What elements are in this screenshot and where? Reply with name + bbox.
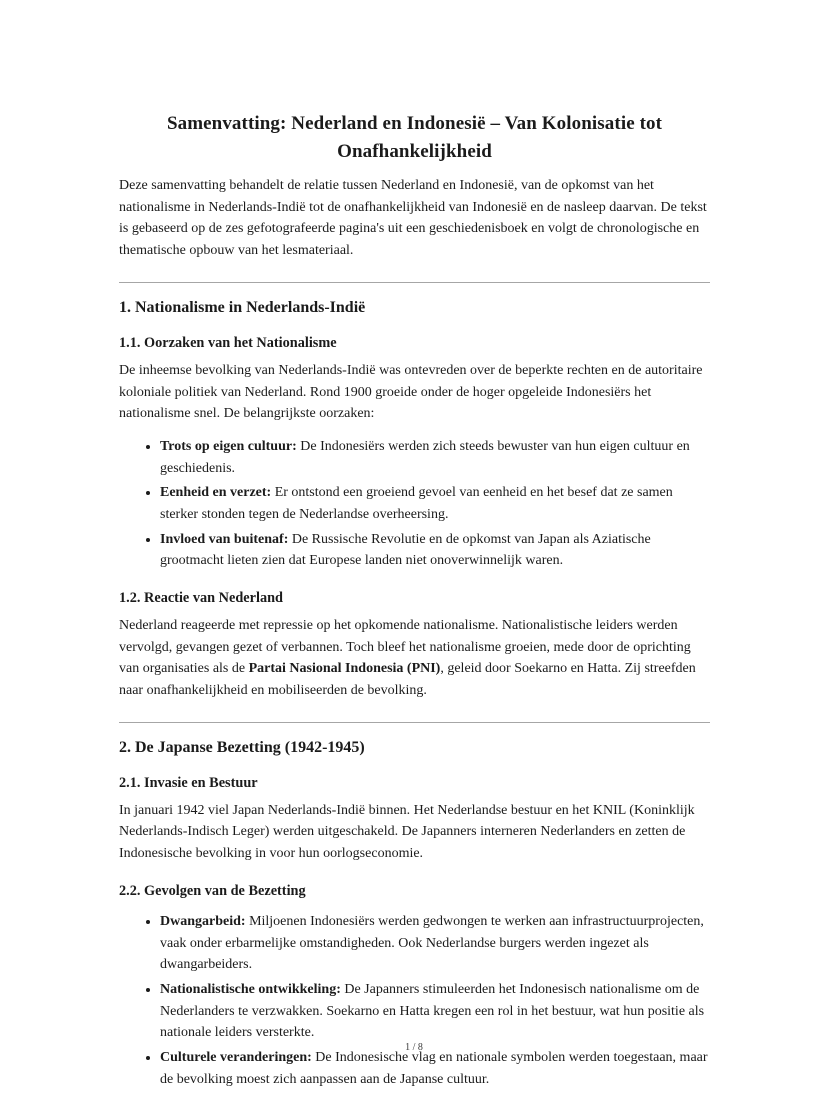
list-item xyxy=(160,436,710,479)
bullet-list xyxy=(119,436,710,572)
bold-text-run: Invloed van buitenaf: xyxy=(160,531,289,547)
paragraph xyxy=(119,360,710,425)
text-run: De Japanners stimuleerden het Indonesisch nationalisme om de Nederlanders te verzwakken. Soekarno en Hatta kregen een rol in het bestuur, wat hun positie als nationale leiders versterkte. xyxy=(160,981,705,1041)
text-run: Er ontstond een groeiend gevoel van eenheid en het besef dat ze samen sterker stonden tegen de Nederlandse overheersing. xyxy=(160,485,673,522)
document-title: Samenvatting: Nederland en Indonesië – Van Kolonisatie tot Onafhankelijkheid xyxy=(166,113,663,162)
subsection-heading: 1.2. Reactie van Nederland xyxy=(119,590,283,607)
document-page xyxy=(119,0,710,1104)
bold-text-run: Partai Nasional Indonesia (PNI) xyxy=(248,661,441,677)
section-divider xyxy=(119,722,710,723)
text-run: De Indonesiërs werden zich steeds bewuster van hun eigen cultuur en geschiedenis. xyxy=(160,438,690,476)
text-run: Nederland reageerde met repressie op het opkomende nationalisme. Nationalistische leiders werden vervolgd, gevangen gezet of verbannen. Toch bleef het nationalisme groeien, mede door de oprichting van organisaties als de xyxy=(119,618,691,677)
subsection-heading: 2.1. Invasie en Bestuur xyxy=(119,774,258,791)
intro-paragraph: Deze samenvatting behandelt de relatie tussen Nederland en Indonesië, van de opkomst van het nationalisme in Nederlands-Indië tot de onafhankelijkheid van Indonesië en de nasleep daarvan. De tekst is gebaseerd op de zes gefotografeerde pagina's uit een geschiedenisboek en volgt de chronologische en thematische opbouw van het lesmateriaal. xyxy=(119,178,707,259)
list-item xyxy=(160,1047,710,1090)
text-run: In januari 1942 viel Japan Nederlands-Indië binnen. Het Nederlandse bestuur en het KNIL (Koninklijk Nederlands-Indisch Leger) werden uitgeschakeld. De Japanners interneren Nederlanders en zetten de Indonesische bevolking in voor hun oorlogseconomie. xyxy=(119,802,695,862)
bold-text-run: Culturele veranderingen: xyxy=(160,1049,312,1065)
section-divider xyxy=(119,282,710,283)
paragraph xyxy=(119,615,710,702)
text-run: De Indonesische vlag en nationale symbolen werden toegestaan, maar de bevolking moest zich aanpassen aan de Japanse cultuur. xyxy=(160,1049,708,1087)
text-run: Miljoenen Indonesiërs werden gedwongen te werken aan infrastructuurprojecten, vaak onder erbarmelijke omstandigheden. Ook Nederlandse burgers werden ingezet als dwangarbeiders. xyxy=(160,913,704,973)
bold-text-run: Dwangarbeid: xyxy=(160,913,246,929)
section-heading: 1. Nationalisme in Nederlands-Indië xyxy=(119,298,366,316)
bold-text-run: Nationalistische ontwikkeling: xyxy=(160,981,341,997)
bold-text-run: Eenheid en verzet: xyxy=(160,485,272,501)
bold-text-run: Trots op eigen cultuur: xyxy=(160,438,297,454)
page-number: 1 / 8 xyxy=(405,1042,423,1053)
text-run: , geleid door Soekarno en Hatta. Zij streefden naar onafhankelijkheid en mobiliseerden de bevolking. xyxy=(119,661,696,699)
section-heading: 2. De Japanse Bezetting (1942-1945) xyxy=(119,738,365,756)
text-run: De Russische Revolutie en de opkomst van Japan als Aziatische grootmacht lieten zien dat Europese landen niet onoverwinnelijk waren. xyxy=(160,531,651,569)
list-item xyxy=(160,911,710,976)
list-item xyxy=(160,482,710,525)
text-run: De inheemse bevolking van Nederlands-Indië was ontevreden over de beperkte rechten en de autoritaire koloniale politiek van Nederland. Rond 1900 groeide onder de hoger opgeleide Indonesiërs het nationalisme snel. De belangrijkste oorzaken: xyxy=(119,362,703,422)
bullet-list xyxy=(119,911,710,1091)
subsection-heading: 1.1. Oorzaken van het Nationalisme xyxy=(119,334,337,351)
list-item xyxy=(160,979,710,1044)
paragraph xyxy=(119,800,710,865)
subsection-heading: 2.2. Gevolgen van de Bezetting xyxy=(119,882,306,899)
list-item xyxy=(160,529,710,572)
sections-container xyxy=(119,282,710,1091)
